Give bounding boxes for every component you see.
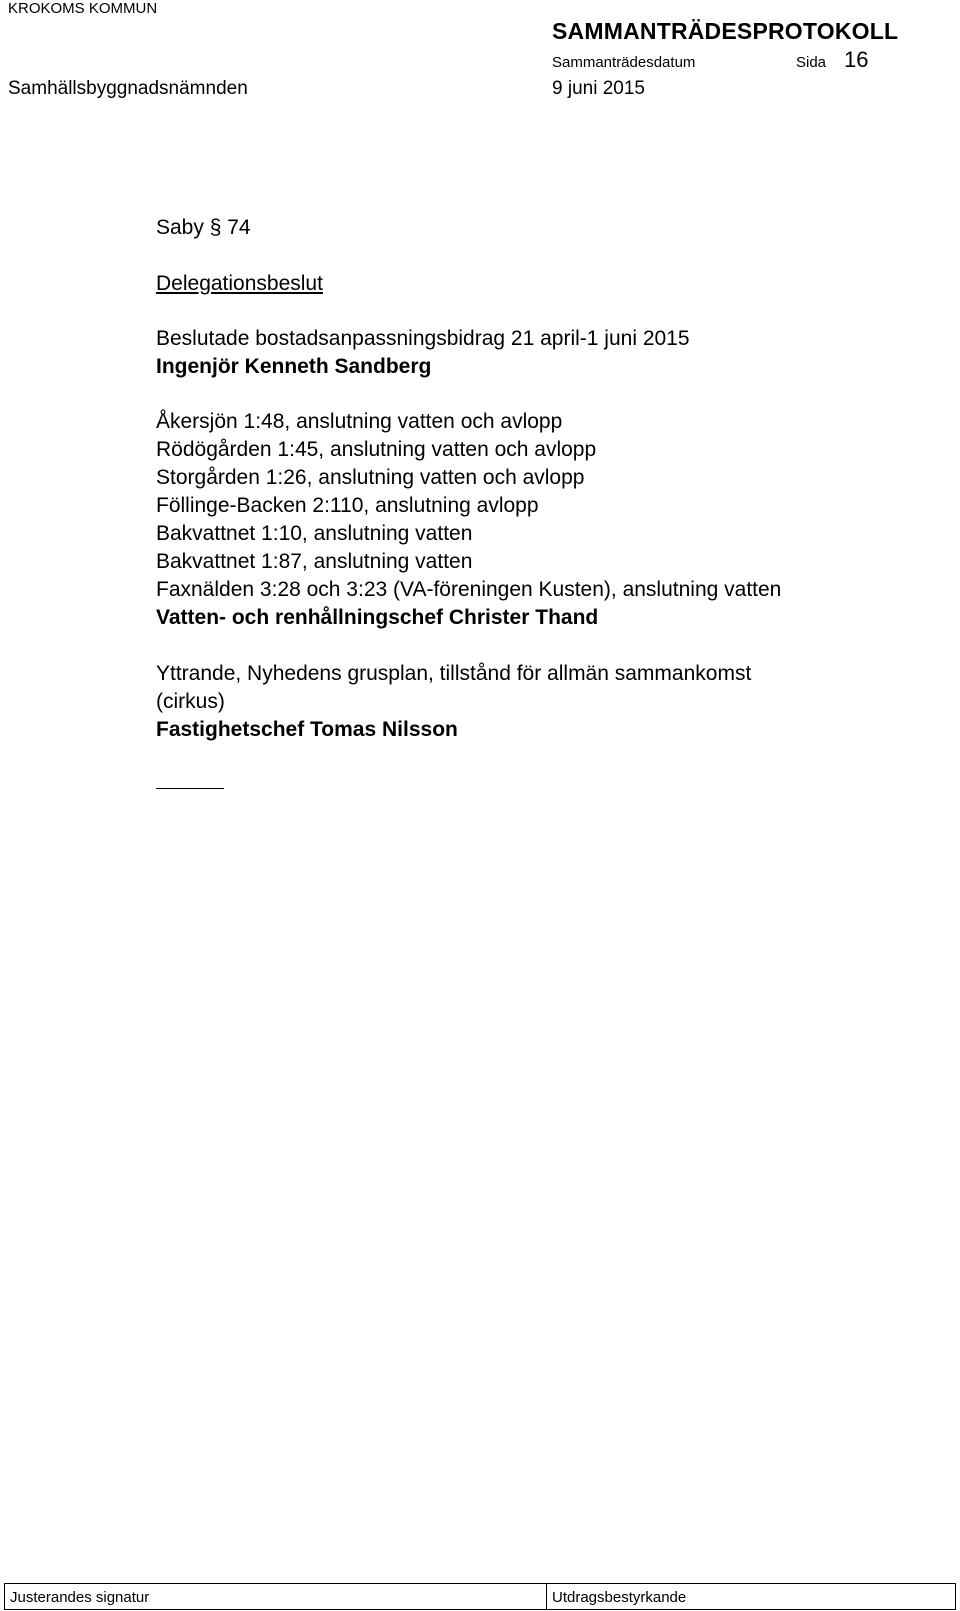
section-title: Saby § 74: [156, 216, 251, 239]
meeting-date-label: Sammanträdesdatum: [552, 54, 696, 71]
section-heading: Delegationsbeslut: [156, 272, 323, 295]
decision-item: Bakvattnet 1:10, anslutning vatten: [156, 522, 473, 545]
decision-item: Bakvattnet 1:87, anslutning vatten: [156, 550, 473, 573]
decision-item: Beslutade bostadsanpassningsbidrag 21 april-1 juni 2015: [156, 327, 690, 350]
document-type-title: SAMMANTRÄDESPROTOKOLL: [552, 18, 899, 44]
footer-divider: [546, 1583, 547, 1610]
decision-item: Rödögården 1:45, anslutning vatten och avlopp: [156, 438, 597, 461]
decision-maker: Vatten- och renhållningschef Christer Thand: [156, 606, 599, 629]
footer-bottom-border: [4, 1609, 956, 1610]
page-label: Sida: [796, 54, 827, 71]
page-number: 16: [844, 47, 869, 72]
footer-divider: [955, 1583, 956, 1610]
decision-item: Yttrande, Nyhedens grusplan, tillstånd för allmän sammankomst: [156, 662, 752, 685]
decision-maker: Fastighetschef Tomas Nilsson: [156, 718, 458, 741]
committee-name: Samhällsbyggnadsnämnden: [8, 78, 248, 99]
decision-item: Föllinge-Backen 2:110, anslutning avlopp: [156, 494, 539, 517]
decision-item: (cirkus): [156, 690, 225, 713]
decision-item: Faxnälden 3:28 och 3:23 (VA-föreningen Kusten), anslutning vatten: [156, 578, 782, 601]
signature-field-label: Justerandes signatur: [10, 1589, 150, 1606]
footer-divider: [4, 1583, 5, 1610]
certification-field-label: Utdragsbestyrkande: [552, 1589, 687, 1606]
meeting-date: 9 juni 2015: [552, 78, 645, 99]
footer-top-border: [4, 1583, 956, 1584]
organization-name: KROKOMS KOMMUN: [8, 0, 158, 17]
decision-maker: Ingenjör Kenneth Sandberg: [156, 355, 432, 378]
decision-item: Åkersjön 1:48, anslutning vatten och avlopp: [156, 410, 563, 433]
decision-item: Storgården 1:26, anslutning vatten och avlopp: [156, 466, 585, 489]
end-divider: [156, 788, 224, 789]
